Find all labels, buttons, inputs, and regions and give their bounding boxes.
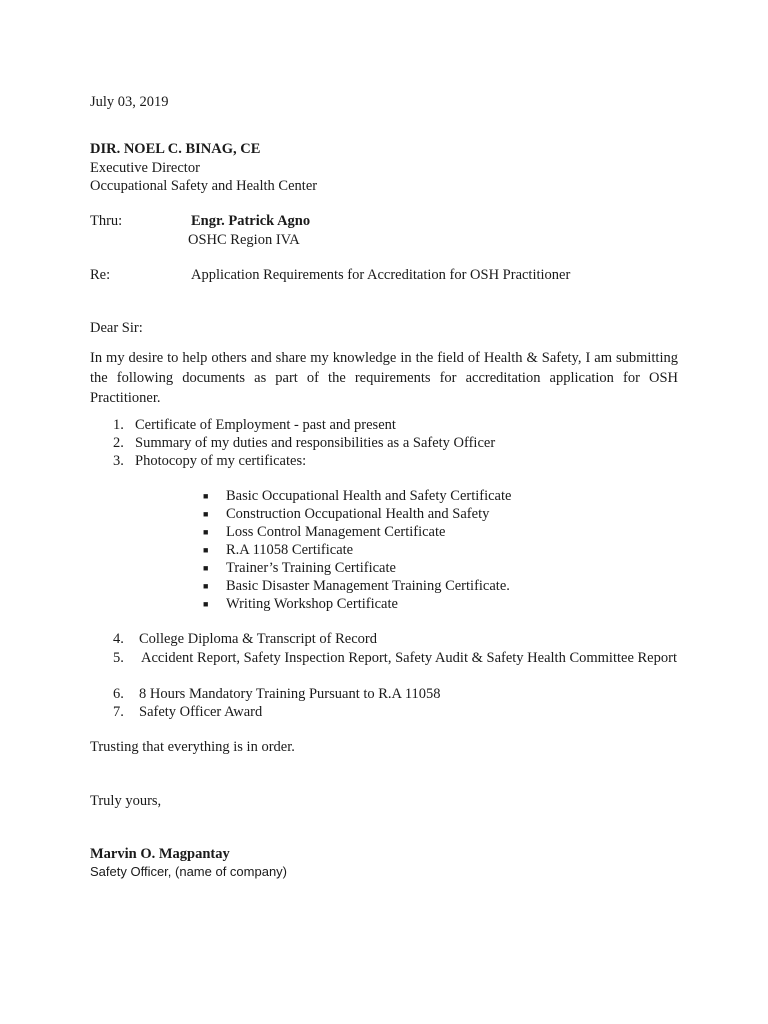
recipient-title: Executive Director (90, 160, 200, 176)
valediction: Truly yours, (90, 793, 162, 809)
list-item: Certificate of Employment - past and present (135, 417, 396, 433)
intro-paragraph: In my desire to help others and share my knowledge in the field of Health & Safety, I am submitting the following documents as part of the requirements for accreditation application for OSH Practitioner. (90, 350, 678, 406)
certificate-item: Construction Occupational Health and Safety (226, 506, 490, 522)
recipient-name: DIR. NOEL C. BINAG, CE (90, 141, 261, 157)
list-item: 8 Hours Mandatory Training Pursuant to R.A 11058 (139, 686, 441, 702)
thru-name: Engr. Patrick Agno (191, 213, 311, 229)
certificate-item: Basic Occupational Health and Safety Certificate (226, 488, 512, 504)
thru-office: OSHC Region IVA (188, 232, 300, 248)
list-item: Summary of my duties and responsibilities as a Safety Officer (135, 435, 496, 451)
closing-line: Trusting that everything is in order. (90, 739, 295, 755)
signer-position: Safety Officer, (name of company) (90, 864, 288, 879)
list-item-number: 3. (113, 453, 124, 469)
list-item-number: 4. (113, 631, 124, 647)
certificate-item: Loss Control Management Certificate (226, 524, 446, 540)
list-item-number: 1. (113, 417, 124, 433)
list-item: Safety Officer Award (139, 704, 263, 720)
list-item: Accident Report, Safety Inspection Report, Safety Audit & Safety Health Committee Report (141, 650, 677, 666)
bullet-square-icon: ■ (203, 581, 209, 591)
signer-name: Marvin O. Magpantay (90, 846, 230, 862)
certificate-item: R.A 11058 Certificate (226, 542, 354, 558)
bullet-square-icon: ■ (203, 527, 209, 537)
certificate-item: Basic Disaster Management Training Certificate. (226, 578, 510, 594)
bullet-square-icon: ■ (203, 545, 209, 555)
list-item-number: 7. (113, 704, 124, 720)
list-item-number: 2. (113, 435, 124, 451)
letter-date: July 03, 2019 (90, 94, 169, 110)
list-item: College Diploma & Transcript of Record (139, 631, 378, 647)
list-item-number: 5. (113, 650, 124, 666)
bullet-square-icon: ■ (203, 491, 209, 501)
certificate-item: Writing Workshop Certificate (226, 596, 398, 612)
list-item-number: 6. (113, 686, 124, 702)
bullet-square-icon: ■ (203, 563, 209, 573)
bullet-square-icon: ■ (203, 509, 209, 519)
salutation: Dear Sir: (90, 320, 143, 336)
certificate-item: Trainer’s Training Certificate (226, 560, 396, 576)
bullet-square-icon: ■ (203, 599, 209, 609)
re-subject: Application Requirements for Accreditation for OSH Practitioner (191, 267, 571, 283)
recipient-org: Occupational Safety and Health Center (90, 178, 318, 194)
thru-label: Thru: (90, 213, 123, 229)
list-item: Photocopy of my certificates: (135, 453, 307, 469)
re-label: Re: (90, 267, 111, 283)
